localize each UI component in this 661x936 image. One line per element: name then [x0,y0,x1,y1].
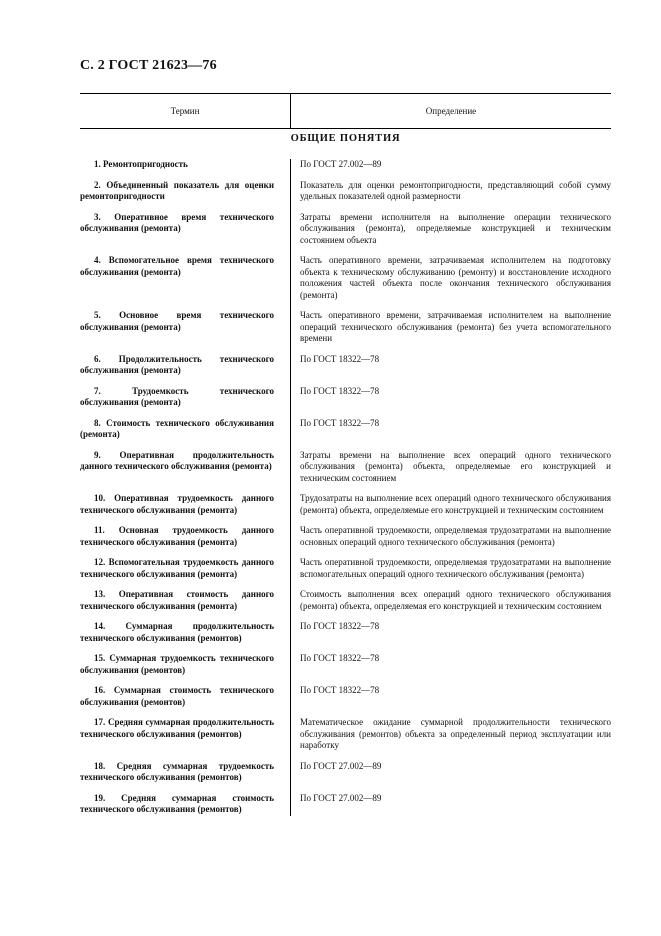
definition-cell: Трудозатраты на выполнение всех операций одного технического обслуживания (ремонта) объекта, определяемые его конструкцией и техническим состоянием [300,493,611,515]
term-cell: 16. Суммарная стоимость технического обслуживания (ремонтов) [80,685,274,707]
table-row [80,717,611,752]
term-cell: 10. Оперативная трудоемкость данного технического обслуживания (ремонта) [80,493,274,515]
table-row [80,354,611,377]
table-row [80,386,611,409]
term-cell: 2. Объединенный показатель для оценки ремонтопригодности [80,179,274,201]
table-row [80,159,611,171]
column-divider [290,159,291,816]
definition-cell: Часть оперативной трудоемкости, определяемая трудозатратами на выполнение вспомогательных операций одного технического обслуживания (ремонта) [300,557,611,579]
table-row [80,589,611,612]
term-cell: 19. Средняя суммарная стоимость технического обслуживания (ремонтов) [80,792,274,814]
definition-cell: По ГОСТ 18322—78 [300,417,380,428]
definition-cell: По ГОСТ 18322—78 [300,385,380,396]
table-row [80,310,611,345]
table-row [80,621,611,644]
term-cell: 18. Средняя суммарная трудоемкость технического обслуживания (ремонтов) [80,760,274,782]
term-cell: 1. Ремонтопригодность [94,159,188,169]
term-cell: 15. Суммарная трудоемкость технического обслуживания (ремонтов) [80,653,274,675]
table-row [80,493,611,516]
term-cell: 3. Оперативное время технического обслуживания (ремонта) [80,211,274,233]
definition-cell: По ГОСТ 18322—78 [300,653,380,663]
table-row [80,761,611,784]
table-row [80,255,611,301]
section-title: ОБЩИЕ ПОНЯТИЯ [290,133,401,144]
table-row [80,793,611,816]
term-cell: 7. Трудоемкость технического обслуживания (ремонта) [80,385,274,407]
definition-cell: Показатель для оценки ремонтопригодности, представляющий собой сумму удельных показателей одной размерности [300,179,611,201]
table-header [80,94,611,128]
term-cell: 4. Вспомогательное время технического обслуживания (ремонта) [80,255,274,277]
definition-cell: Затраты времени исполнителя на выполнение операции технического обслуживания (ремонта), определяемые конструкцией и техническим состоянием объекта [300,211,611,245]
definition-cell: По ГОСТ 18322—78 [300,685,380,695]
table-row [80,450,611,485]
term-cell: 17. Средняя суммарная продолжительность технического обслуживания (ремонтов) [80,717,274,739]
term-cell: 13. Оперативная стоимость данного технического обслуживания (ремонта) [80,589,274,611]
definition-cell: Часть оперативной трудоемкости, определяемая трудозатратами на выполнение основных операций одного технического обслуживания (ремонта) [300,525,611,547]
table-row [80,180,611,203]
definition-cell: По ГОСТ 27.002—89 [300,760,382,771]
table-row [80,653,611,676]
definition-cell: По ГОСТ 27.002—89 [300,159,382,169]
term-cell: 6. Продолжительность технического обслуживания (ремонта) [80,353,274,375]
terms-table [80,93,611,816]
term-cell: 11. Основная трудоемкость данного технического обслуживания (ремонта) [80,525,274,547]
term-cell: 12. Вспомогательная трудоемкость данного технического обслуживания (ремонта) [80,557,274,579]
definition-cell: Стоимость выполнения всех операций одного технического обслуживания (ремонта) объекта, определяемая его конструкцией и техническим состоянием [300,589,611,611]
term-cell: 9. Оперативная продолжительность данного технического обслуживания (ремонта) [80,449,274,471]
term-cell: 14. Суммарная продолжительность технического обслуживания (ремонтов) [80,621,274,643]
definition-cell: Математическое ожидание суммарной продолжительности технического обслуживания (ремонтов) объекта за определенный период эксплуатации или наработку [300,717,611,750]
definition-cell: По ГОСТ 27.002—89 [300,792,382,803]
definition-cell: Затраты времени на выполнение всех операций одного технического обслуживания (ремонта) объекта, определяемые его конструкцией и техническим состоянием [300,449,611,483]
table-body [80,159,611,816]
table-row [80,685,611,708]
table-row [80,557,611,580]
page-header: С. 2 ГОСТ 21623—76 [80,58,217,73]
definition-cell: По ГОСТ 18322—78 [300,353,380,364]
term-cell: 8. Стоимость технического обслуживания (ремонта) [80,417,274,439]
definition-cell: Часть оперативного времени, затрачиваемая исполнителем на выполнение операций технического обслуживания (ремонта) без учета вспомогательного времени [300,310,611,343]
term-cell: 5. Основное время технического обслуживания (ремонта) [80,310,274,332]
table-row [80,212,611,247]
definition-cell: Часть оперативного времени, затрачиваемая исполнителем на подготовку объекта к техническому обслуживанию (ремонту) и восстановление исходного положения частей объекта после окончания технического обслуживания (ремонта) [300,255,611,300]
table-row [80,525,611,548]
column-header-term: Термин [80,94,291,128]
definition-cell: По ГОСТ 18322—78 [300,621,380,631]
column-header-definition: Определение [425,106,477,116]
table-row [80,418,611,441]
